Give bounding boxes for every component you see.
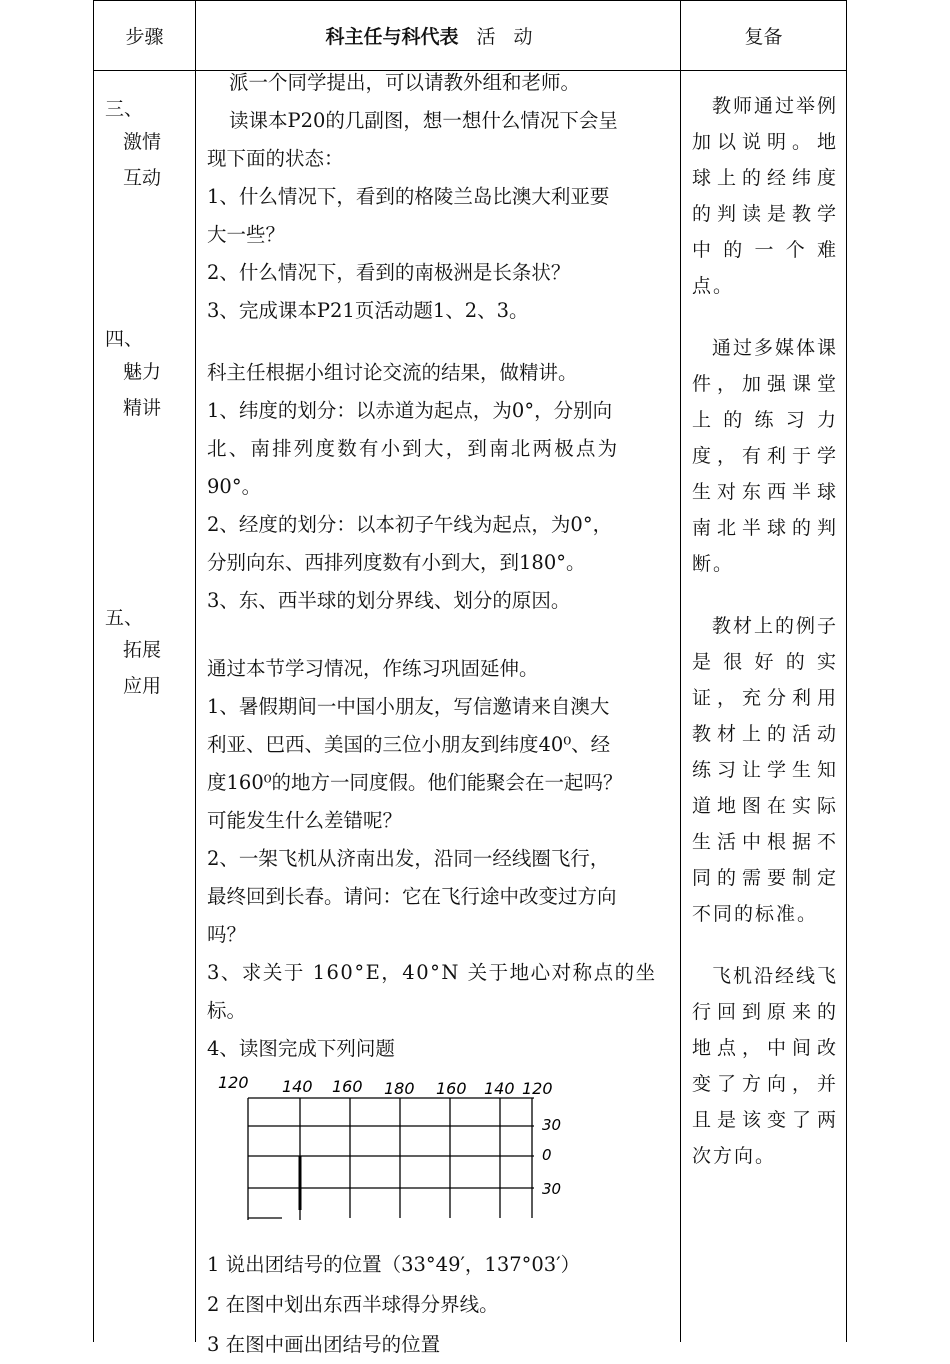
paragraph: 2、一架飞机从济南出发，沿同一经线圈飞行，: [207, 847, 610, 870]
paragraph: 3、完成课本P21页活动题1、2、3。: [207, 299, 529, 322]
section-lecture: [207, 354, 673, 620]
paragraph: 吗？: [207, 923, 247, 946]
header-activity: 活动: [476, 25, 551, 48]
grid-label-140-left: 140: [282, 1077, 313, 1096]
paragraph: 1、暑假期间一中国小朋友，写信邀请来自澳大: [207, 695, 610, 718]
paragraph: 分别向东、西排列度数有小到大，到180°。: [207, 551, 586, 574]
paragraph: 通过本节学习情况，作练习巩固延伸。: [207, 657, 539, 680]
step-3-line2: 互动: [123, 167, 162, 189]
paragraph: 度160⁰的地方一同度假。他们能聚会在一起吗？: [207, 771, 623, 794]
grid-svg: [212, 1070, 592, 1230]
paragraph: 读课本P20的几副图，想一想什么情况下会呈: [229, 109, 618, 132]
paragraph: 北、南排列度数有小到大，到南北两极点为: [207, 437, 620, 460]
step-4-number: 四、: [105, 328, 144, 350]
step-5-line1: 拓展: [123, 639, 162, 661]
step-4-line1: 魅力: [123, 361, 162, 383]
grid-top-labels: [218, 1073, 553, 1098]
paragraph: 3、东、西半球的划分界线、划分的原因。: [207, 589, 571, 612]
grid-label-160-left: 160: [332, 1077, 363, 1096]
paragraph: 1、纬度的划分：以赤道为起点，为0°，分别向: [207, 399, 613, 422]
step-4-line2: 精讲: [123, 397, 162, 419]
grid-label-30-south: 30: [542, 1180, 562, 1198]
lat-long-grid-figure: [212, 1070, 592, 1230]
section-application: [207, 650, 673, 1068]
step-3-line1: 激情: [123, 131, 162, 153]
header-title: 科主任与科代表: [325, 25, 459, 48]
header-title-cell: [196, 0, 680, 70]
table-divider-1: [195, 0, 196, 1342]
grid-label-0: 0: [542, 1146, 552, 1164]
paragraph: 1、什么情况下，看到的格陵兰岛比澳大利亚要: [207, 185, 610, 208]
step-5-line2: 应用: [123, 675, 162, 697]
header-prep: 复备: [744, 25, 783, 48]
paragraph: 派一个同学提出，可以请教外组和老师。: [229, 71, 581, 94]
paragraph: 利亚、巴西、美国的三位小朋友到纬度40⁰、经: [207, 733, 611, 756]
grid-label-120-right: 120: [522, 1079, 553, 1098]
step-5-label: [123, 632, 161, 704]
paragraph: 科主任根据小组讨论交流的结果，做精讲。: [207, 361, 578, 384]
section-interaction: [207, 64, 673, 330]
grid-label-120-left: 120: [218, 1073, 249, 1092]
grid-right-labels: [542, 1116, 561, 1198]
grid-label-30-north: 30: [542, 1116, 562, 1134]
grid-label-160-right: 160: [436, 1079, 467, 1098]
note-2: 通过多媒体课件，加强课堂上的练习力度，有利于学生对东西半球南北半球的判断。: [692, 337, 839, 575]
grid-label-180: 180: [384, 1079, 415, 1098]
question-1: 1 说出团结号的位置（33°49′，137°03′）: [207, 1253, 581, 1276]
question-3: 3 在图中画出团结号的位置: [207, 1333, 441, 1356]
step-3-number: 三、: [105, 98, 144, 120]
note-1: 教师通过举例加以说明。地球上的经纬度的判读是教学中的一个难点。: [692, 95, 839, 297]
table-divider-2: [680, 0, 681, 1342]
header-step: 步骤: [125, 25, 164, 48]
paragraph: 4、读图完成下列问题: [207, 1037, 395, 1060]
step-5-number: 五、: [105, 607, 144, 629]
grid-label-140-right: 140: [484, 1079, 515, 1098]
paragraph: 90°。: [207, 475, 262, 498]
paragraph: 最终回到长春。请问：它在飞行途中改变过方向: [207, 885, 617, 908]
paragraph: 大一些？: [207, 223, 286, 246]
paragraph: 现下面的状态：: [207, 147, 344, 170]
table-border-left: [93, 0, 94, 1342]
table-border-right: [846, 0, 847, 1342]
paragraph: 标。: [207, 999, 247, 1022]
question-2: 2 在图中划出东西半球得分界线。: [207, 1293, 499, 1316]
step-4-label: [123, 354, 161, 426]
paragraph: 可能发生什么差错呢？: [207, 809, 403, 832]
paragraph: 2、什么情况下，看到的南极洲是长条状？: [207, 261, 571, 284]
paragraph: 2、经度的划分：以本初子午线为起点，为0°，: [207, 513, 613, 536]
note-4: 飞机沿经线飞行回到原来的地点，中间改变了方向，并且是该变了两次方向。: [692, 965, 839, 1167]
note-3: 教材上的例子是很好的实证，充分利用教材上的活动练习让学生知道地图在实际生活中根据不同的需要制定不同的标准。: [692, 615, 839, 925]
step-3-label: [123, 124, 161, 196]
paragraph: 3、求关于 160°E，40°N 关于地心对称点的坐: [207, 961, 657, 984]
